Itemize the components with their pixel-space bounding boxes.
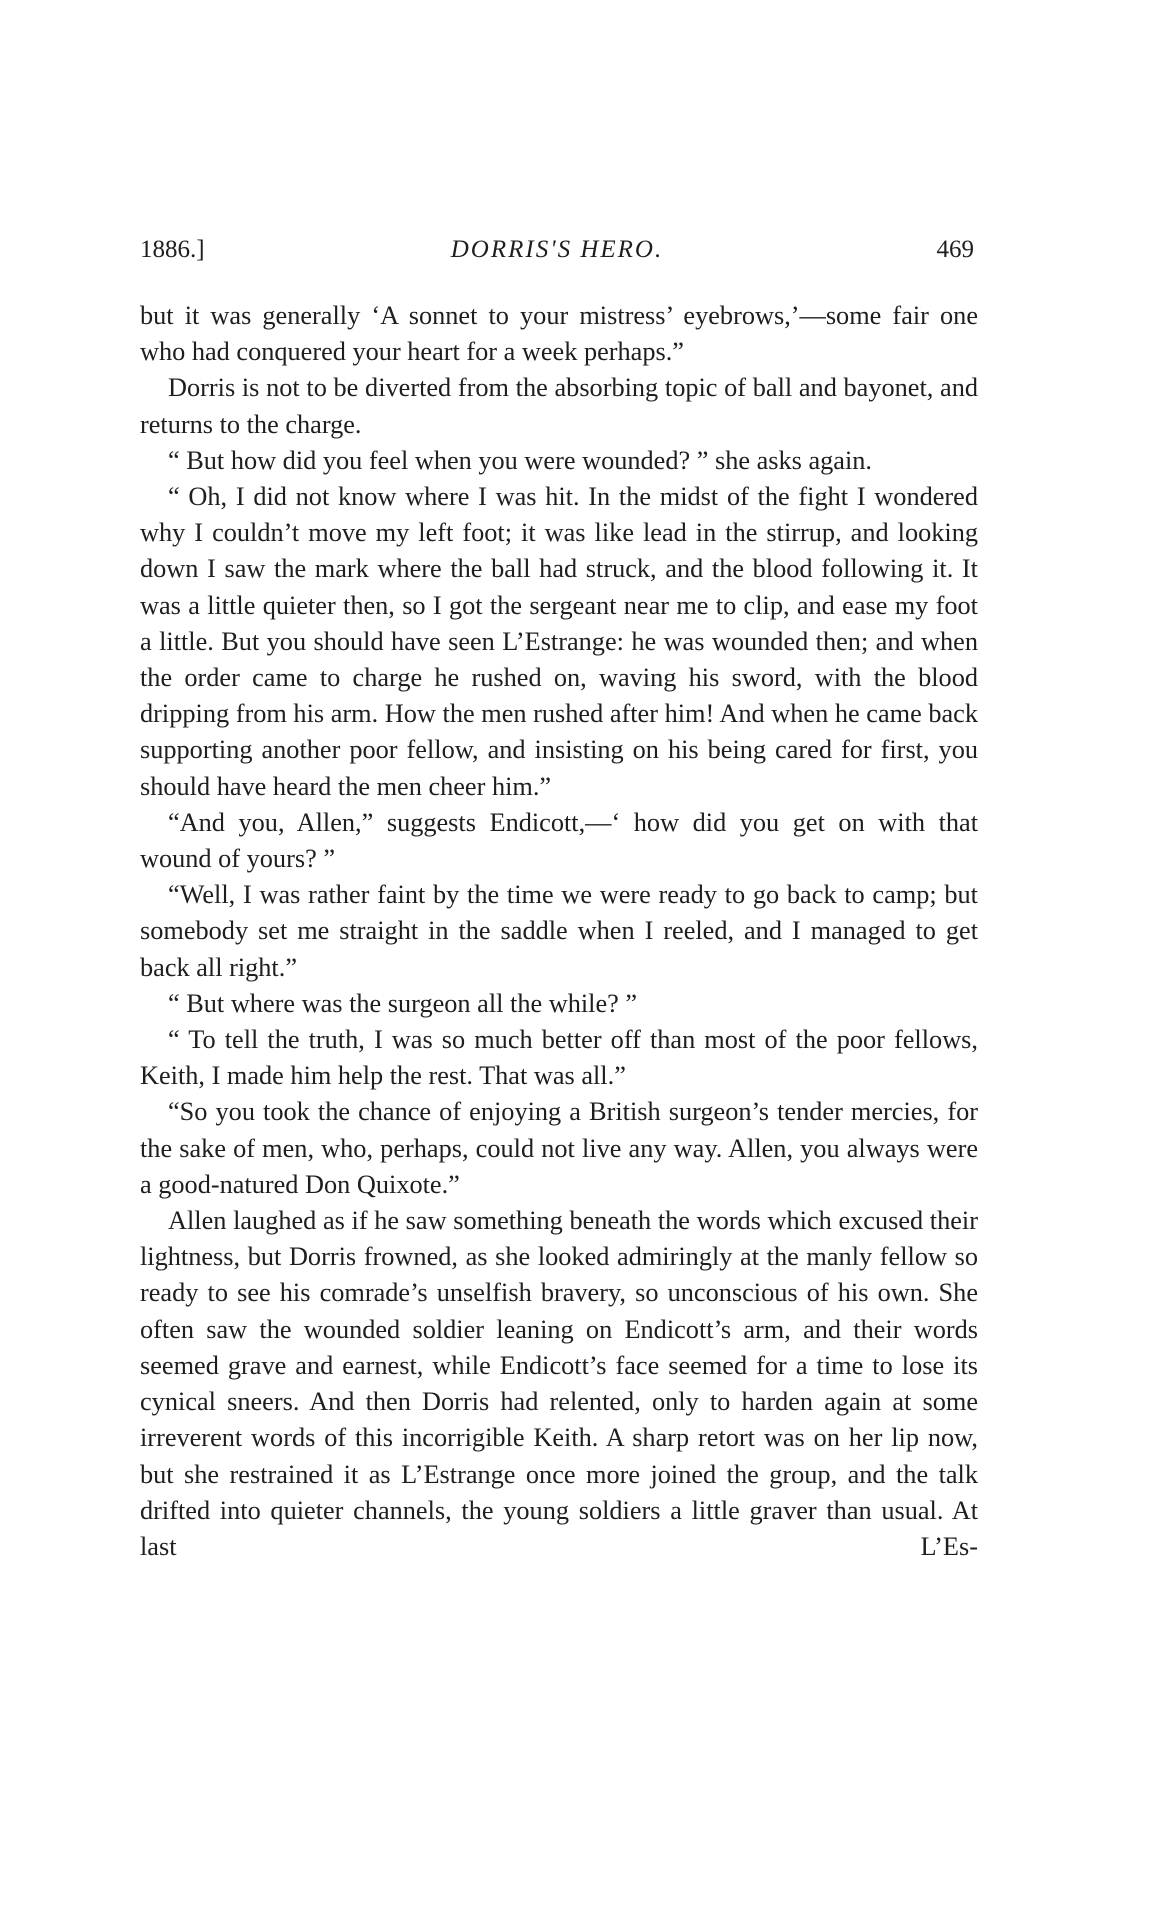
paragraph: “Well, I was rather faint by the time we were ready to go back to camp; but somebody set me straight in the saddle when I reeled, and I managed to get back all right.” <box>140 880 978 982</box>
paragraph: “So you took the chance of enjoying a British surgeon’s tender mercies, for the sake of men, who, perhaps, could not live any way. Allen, you always were a good-natured Don Quixote.” <box>140 1097 978 1199</box>
paragraph: “And you, Allen,” suggests Endicott,—‘ how did you get on with that wound of yours? ” <box>140 807 978 874</box>
paragraph: “ But where was the surgeon all the while? ” <box>168 988 638 1018</box>
paragraph: “ Oh, I did not know where I was hit. In the midst of the fight I wondered why I couldn’t move my left foot; it was like lead in the stirrup, and looking down I saw the mark where the ball had struck, and the blood following it. It was a little quieter then, so I got the sergeant near me to clip, and ease my foot a little. But you should have seen L’Estrange: he was wounded then; and when the order came to charge he rushed on, waving his sword, with the blood dripping from his arm. How the men rushed after him! And when he came back supporting another poor fellow, and insisting on his being cared for first, you should have heard the men cheer him.” <box>140 482 978 801</box>
paragraph: Allen laughed as if he saw something beneath the words which excused their lightness, but Dorris frowned, as she looked admiringly at the manly fellow so ready to see his comrade’s unselfish bravery, so unconscious of his own. She often saw the wounded soldier leaning on Endicott’s arm, and their words seemed grave and earnest, while Endicott’s face seemed for a time to lose its cynical sneers. And then Dorris had relented, only to harden again at some irreverent words of this incorrigible Keith. A sharp retort was on her lip now, but she restrained it as L’Estrange once more joined the group, and the talk drifted into quieter channels, the young soldiers a little graver than usual. At last L’Es- <box>140 1206 978 1561</box>
paragraph: but it was generally ‘A sonnet to your mistress’ eyebrows,’—some fair one who had conquered your heart for a week perhaps.” <box>140 301 978 367</box>
page-number: 469 <box>936 236 974 263</box>
header-title: DORRIS'S HERO. <box>450 236 664 263</box>
running-head <box>140 232 974 268</box>
paragraph: “ But how did you feel when you were wounded? ” she asks again. <box>168 445 872 475</box>
paragraph: “ To tell the truth, I was so much better off than most of the poor fellows, Keith, I made him help the rest. That was all.” <box>140 1025 978 1091</box>
body-text <box>140 298 978 1565</box>
header-date: 1886.] <box>140 236 205 263</box>
paragraph: Dorris is not to be diverted from the absorbing topic of ball and bayonet, and returns to the charge. <box>140 373 978 439</box>
